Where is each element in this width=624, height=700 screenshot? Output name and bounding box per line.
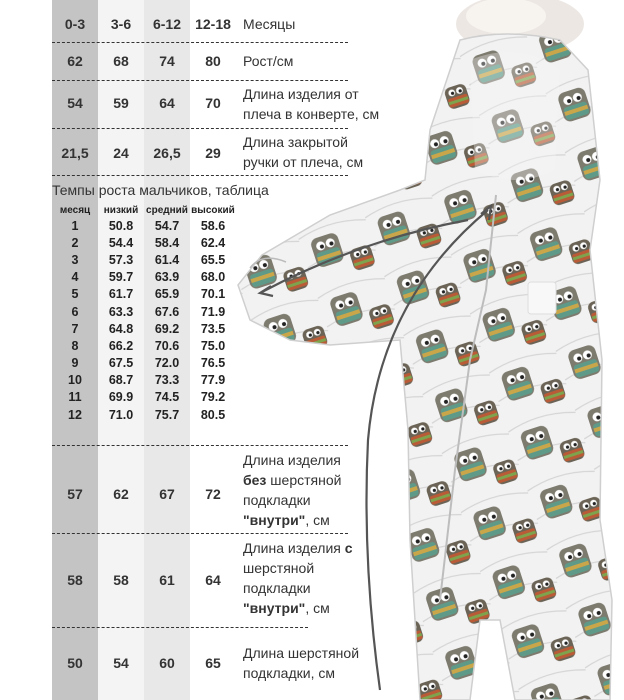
closed-sleeve-label: Длина закрытой ручки от плеча, см	[243, 134, 364, 170]
table-row: 4 59.7 63.9 68.0	[71, 270, 226, 285]
lining-length-label: Длина шерстяной подкладки, см	[243, 645, 360, 681]
growth-table-title: Темпы роста мальчиков, таблица	[52, 182, 269, 198]
table-row: 8 66.2 70.6 75.0	[71, 338, 226, 353]
value-cell: 24	[113, 145, 129, 161]
value-cell: 70	[205, 95, 221, 111]
growth-header-high: высокий	[191, 204, 235, 216]
table-row: 7 64.8 69.2 73.5	[71, 321, 226, 336]
value-cell: 62	[113, 486, 129, 502]
growth-table-header	[52, 203, 236, 217]
header-cell: 6-12	[152, 16, 182, 32]
value-cell: 57	[67, 486, 83, 502]
value-cell: 29	[205, 145, 221, 161]
value-cell: 54	[113, 655, 129, 671]
table-row: 2 54.4 58.4 62.4	[71, 235, 226, 250]
growth-header-mid: средний	[146, 204, 188, 216]
row-separator	[52, 445, 348, 446]
row-separator	[52, 128, 348, 129]
header-cell: 12-18	[195, 16, 231, 32]
value-cell: 58	[67, 572, 83, 588]
value-cell: 50	[67, 655, 83, 671]
value-cell: 65	[205, 655, 221, 671]
value-cell: 64	[205, 572, 221, 588]
row-separator	[52, 533, 348, 534]
table-row: 10 68.7 73.3 77.9	[68, 373, 226, 388]
with-lining-label: Длина изделия с шерстяной подкладки "внутри", см	[243, 540, 353, 616]
value-cell: 62	[67, 53, 83, 69]
table-row: 5 61.7 65.9 70.1	[71, 287, 226, 302]
row-separator	[52, 42, 348, 43]
growth-header-low: низкий	[103, 204, 139, 216]
table-row: 1 50.8 54.7 58.6	[71, 218, 226, 233]
table-row: 9 67.5 72.0 76.5	[71, 356, 226, 371]
value-cell: 59	[113, 95, 129, 111]
table-row: 11 69.9 74.5 79.2	[68, 390, 226, 405]
months-label: Месяцы	[243, 16, 296, 32]
header-cell: 0-3	[64, 16, 86, 32]
value-cell: 60	[159, 655, 175, 671]
value-cell: 64	[159, 95, 175, 111]
length-envelope-label: Длина изделия от плеча в конверте, см	[243, 86, 380, 122]
value-cell: 72	[205, 486, 221, 502]
value-cell: 58	[113, 572, 129, 588]
value-cell: 74	[159, 53, 175, 69]
row-separator	[52, 627, 308, 628]
table-row: 6 63.3 67.6 71.9	[71, 304, 226, 319]
growth-table	[52, 203, 236, 423]
value-cell: 68	[113, 53, 129, 69]
without-lining-label: Длина изделия без шерстяной подкладки "внутри", см	[243, 452, 342, 528]
growth-header-month: месяц	[59, 204, 91, 216]
header-cell: 3-6	[110, 16, 132, 32]
value-cell: 54	[67, 95, 83, 111]
height-label: Рост/см	[243, 53, 294, 69]
row-separator	[52, 175, 348, 176]
value-cell: 26,5	[153, 145, 181, 161]
table-row: 3 57.3 61.4 65.5	[71, 252, 226, 267]
value-cell: 80	[205, 53, 221, 69]
value-cell: 21,5	[61, 145, 89, 161]
table-row: 12 71.0 75.7 80.5	[68, 407, 226, 422]
value-cell: 67	[159, 486, 175, 502]
row-separator	[52, 80, 348, 81]
value-cell: 61	[159, 572, 175, 588]
